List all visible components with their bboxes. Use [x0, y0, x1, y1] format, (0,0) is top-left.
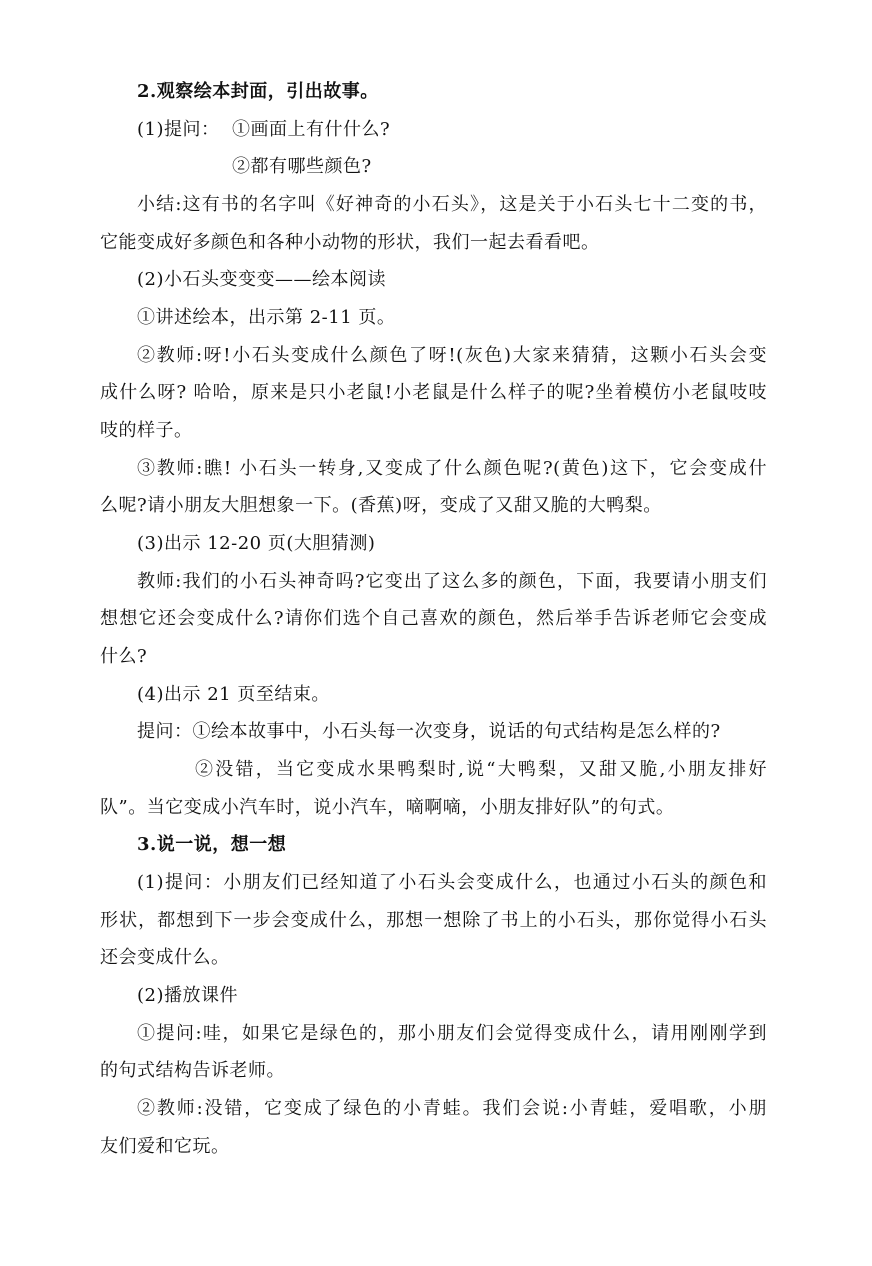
part-3-title: (3)出示 12-20 页(大胆猜测): [137, 533, 376, 554]
part-4-question-2-line-2: 队”。当它变成小汽车时，说小汽车，嘀啊嘀，小朋友排好队”的句式。: [100, 797, 675, 818]
part-3-line-1: 教师:我们的小石头神奇吗?它变出了这么多的颜色，下面，我要请小朋支们: [137, 571, 767, 592]
section-3-item-1-line-1: ①提问:哇，如果它是绿色的，那小朋友们会觉得变成什么，请用刚刚学到: [137, 1023, 767, 1044]
part-2-title: (2)小石头变变变——绘本阅读: [137, 269, 386, 290]
section-2-heading: 2.观察绘本封面，引出故事。: [137, 81, 379, 102]
section-3-part-2-title: (2)播放课件: [137, 985, 238, 1006]
summary-line-1: 小结:这有书的名字叫《好神奇的小石头》，这是关于小石头七十二变的书，: [137, 194, 767, 215]
part-2-item-1: ①讲述绘本，出示第 2-11 页。: [137, 307, 396, 328]
section-3-part-1-line-2: 形状，都想到下一步会变成什么，那想一想除了书上的小石头，那你觉得小石头: [100, 910, 767, 931]
summary-line-2: 它能变成好多颜色和各种小动物的形状，我们一起去看看吧。: [100, 232, 600, 253]
section-3-part-1-line-3: 还会变成什么。: [100, 947, 230, 968]
question-1-item-1: ①画面上有什什么?: [232, 119, 391, 140]
part-3-line-3: 什么?: [100, 646, 148, 667]
part-2-item-2-line-1: ②教师:呀!小石头变成什么颜色了呀!(灰色)大家来猜猜，这颗小石头会变: [137, 345, 767, 366]
part-2-item-3-line-1: ③教师:瞧! 小石头一转身,又变成了什么颜色呢?(黄色)这下，它会变成什: [137, 458, 767, 479]
section-3-item-2-line-1: ②教师:没错，它变成了绿色的小青蛙。我们会说:小青蛙，爱唱歌，小朋: [137, 1098, 767, 1119]
part-2-item-3-line-2: 么呢?请小朋友大胆想象一下。(香蕉)呀，变成了又甜又脆的大鸭梨。: [100, 495, 662, 516]
question-1-label: (1)提问：: [137, 119, 220, 140]
part-4-question-1: 提问：①绘本故事中，小石头每一次变身，说话的句式结构是怎么样的?: [137, 721, 721, 742]
section-3-part-1-line-1: (1)提问：小朋友们已经知道了小石头会变成什么，也通过小石头的颜色和: [137, 872, 767, 893]
section-3-item-2-line-2: 友们爱和它玩。: [100, 1136, 230, 1157]
part-2-item-2-line-3: 吱的样子。: [100, 420, 193, 441]
part-4-title: (4)出示 21 页至结束。: [137, 684, 330, 705]
section-3-heading: 3.说一说，想一想: [137, 834, 287, 855]
section-3-item-1-line-2: 的句式结构告诉老师。: [100, 1060, 285, 1081]
part-4-question-2-line-1: ②没错，当它变成水果鸭梨时,说“大鸭梨，又甜又脆,小朋友排好: [195, 759, 767, 780]
question-1-item-2: ②都有哪些颜色?: [232, 156, 372, 177]
part-3-line-2: 想想它还会变成什么?请你们选个自己喜欢的颜色，然后举手告诉老师它会变成: [100, 608, 767, 629]
part-2-item-2-line-2: 成什么呀? 哈哈，原来是只小老鼠!小老鼠是什么样子的呢?坐着模仿小老鼠吱吱: [100, 382, 767, 403]
